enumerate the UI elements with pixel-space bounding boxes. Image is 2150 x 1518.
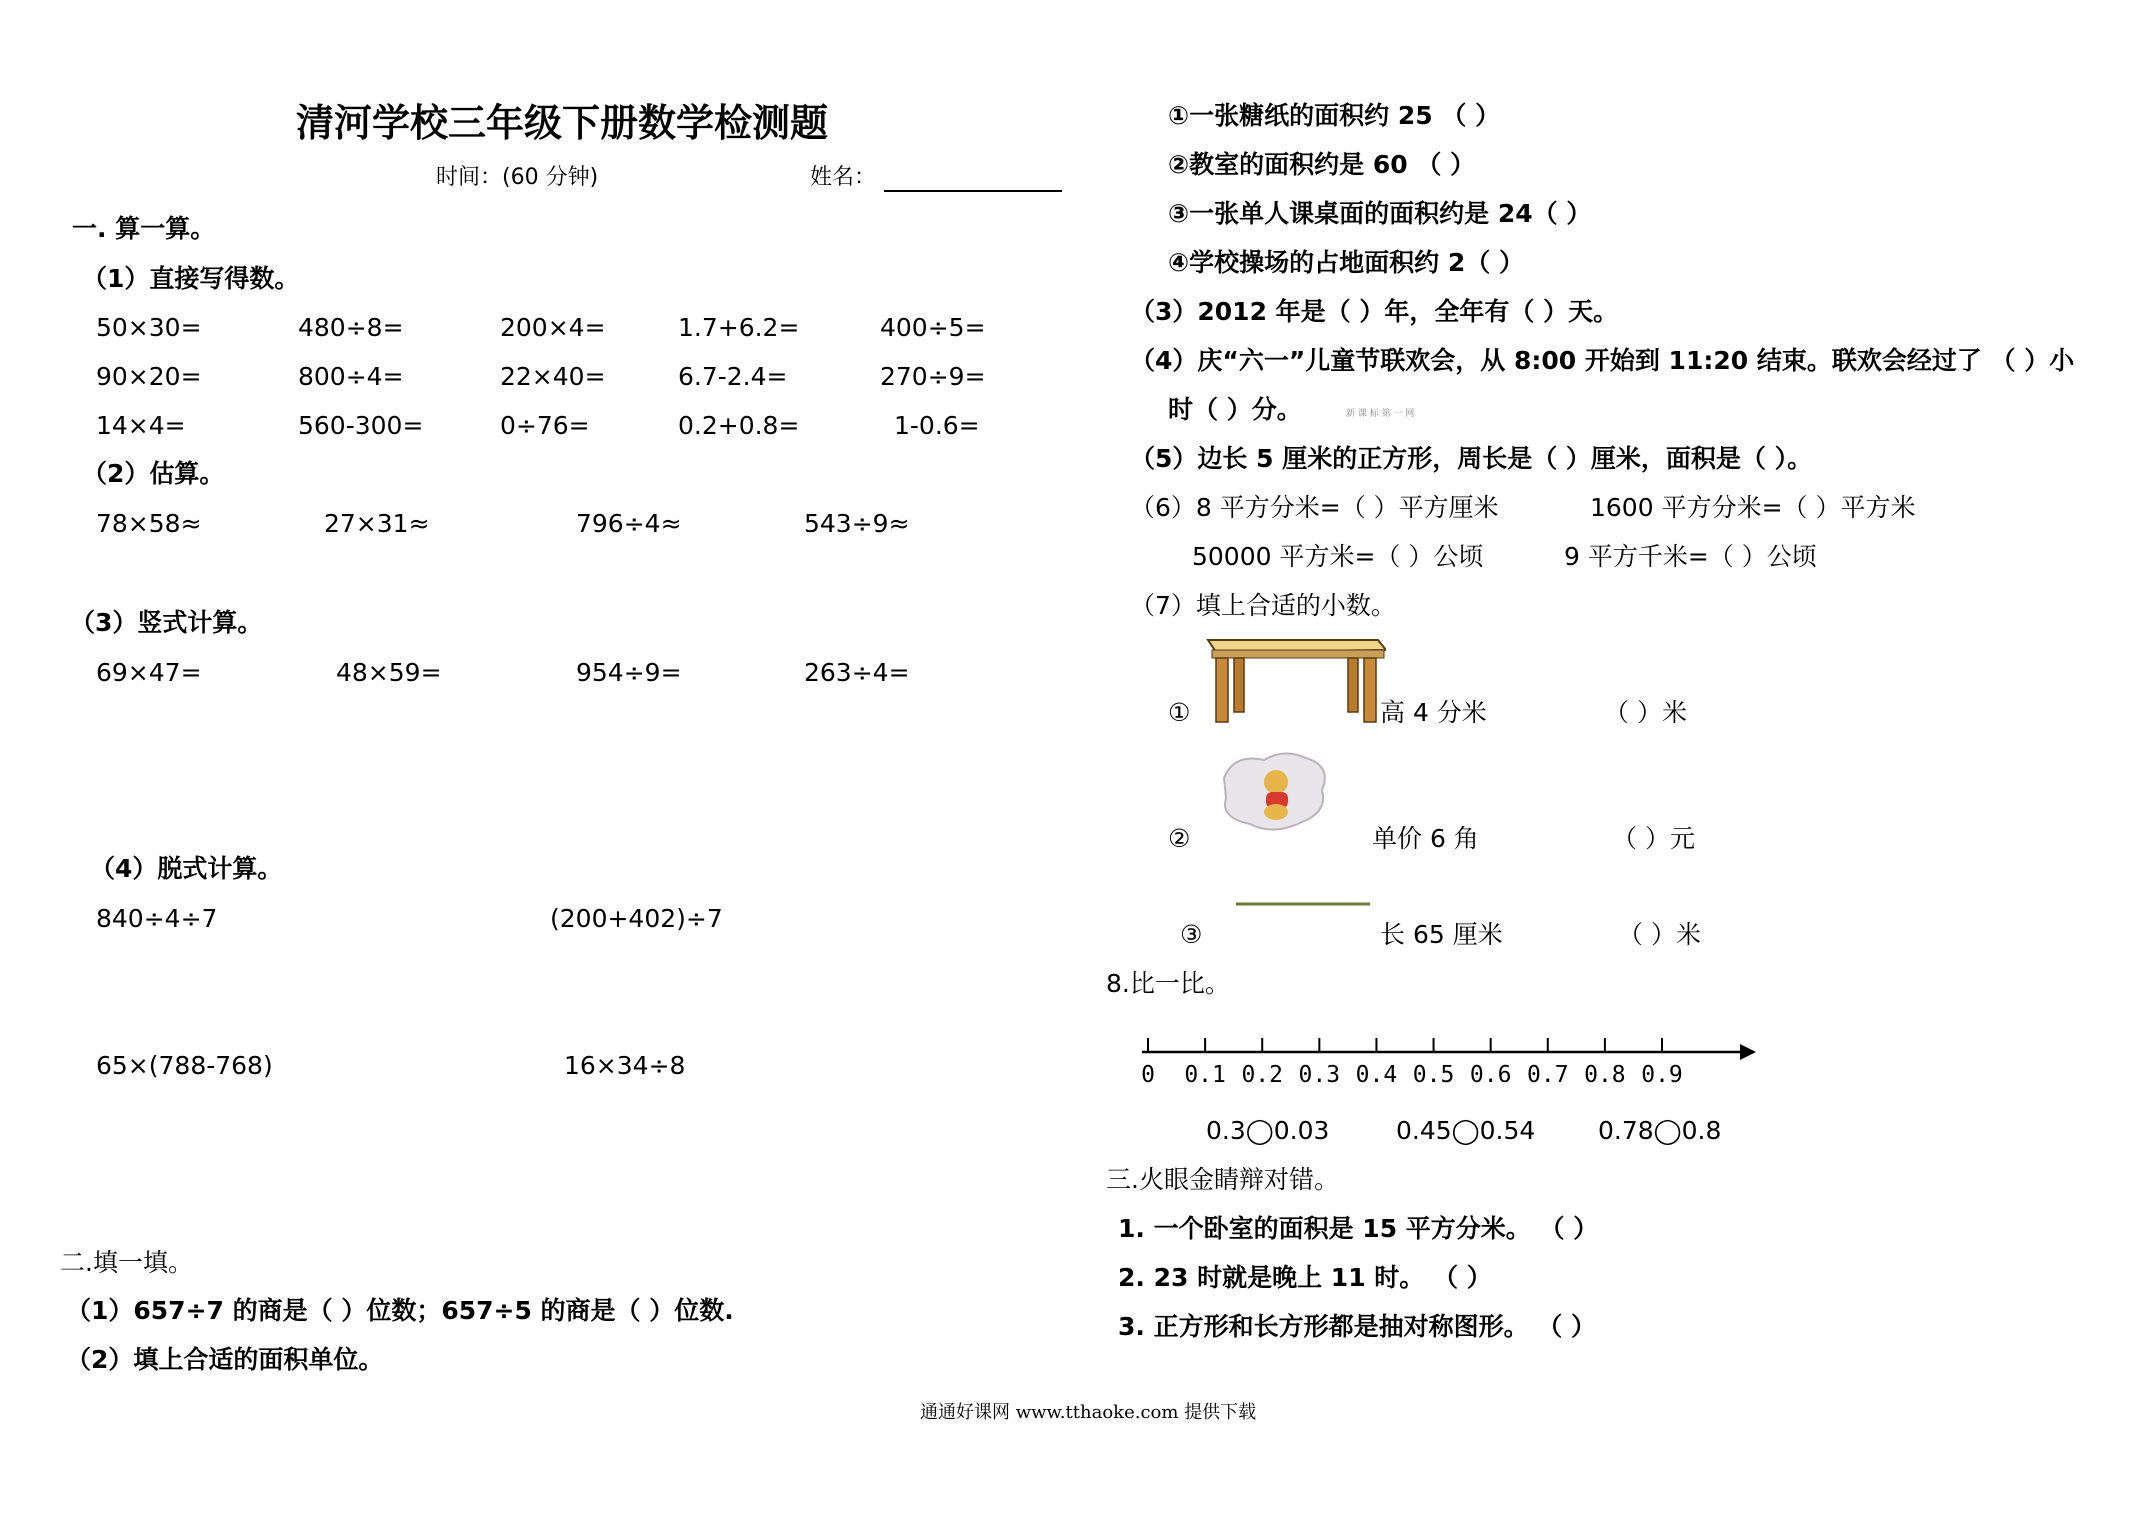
footer-text: 通通好课网 www.tthaoke.com 提供下载 [920,1402,1257,1423]
q7-item-num: ① [1168,698,1191,727]
step-item: (200+402)÷7 [550,904,723,933]
s1-q2-label: （2）估算。 [82,459,225,488]
number-line-arrow [1740,1044,1756,1060]
estimate-item: 543÷9≈ [804,509,910,538]
direct-item: 200×4= [500,313,606,342]
direct-item: 0÷76= [500,411,590,440]
area-item: ③一张单人课桌面的面积约是 24（ ） [1168,199,1592,228]
number-line-label: 0.3 [1298,1062,1341,1088]
direct-item: 480÷8= [298,313,404,342]
number-line-label: 0.9 [1641,1062,1683,1088]
direct-item: 1.7+6.2= [678,313,800,342]
area-item: ②教室的面积约是 60 （ ） [1168,150,1476,179]
number-line [1130,1020,1770,1090]
s1-q4-label: （4）脱式计算。 [90,854,283,883]
time-label: 时间：(60 分钟) [436,165,599,190]
direct-item: 800÷4= [298,362,404,391]
q6-d: 9 平方千米=（ ）公顷 [1564,542,1817,571]
q7-item-blank: （ ）元 [1612,824,1695,853]
vertical-item: 263÷4= [804,658,910,687]
q6-b: 1600 平方分米=（ ）平方米 [1590,493,1916,522]
section-2-heading: 二.填一填。 [60,1248,193,1277]
number-line-label: 0.7 [1527,1062,1569,1088]
q7-item-num: ② [1168,824,1191,853]
direct-item: 50×30= [96,313,202,342]
q7-item-num: ③ [1180,920,1203,949]
q4-watermark: 新 课 标 第 一 网 [1346,409,1415,419]
q6-a: （6）8 平方分米=（ ）平方厘米 [1130,493,1499,522]
eraser-icon [1214,748,1334,838]
q4-line1: （4）庆“六一”儿童节联欢会，从 8:00 开始到 11:20 结束。联欢会经过了 （ ）小 [1130,346,2075,375]
name-blank-line[interactable] [884,190,1062,192]
judge-item: 3. 正方形和长方形都是抽对称图形。 （ ） [1118,1312,1597,1341]
direct-item: 6.7-2.4= [678,362,788,391]
direct-item: 400÷5= [880,313,986,342]
q7-item-desc: 单价 6 角 [1372,824,1479,853]
vertical-item: 69×47= [96,658,202,687]
direct-item: 90×20= [96,362,202,391]
estimate-item: 796÷4≈ [576,509,682,538]
compare-item: 0.78◯0.8 [1598,1116,1722,1145]
q5-square: （5）边长 5 厘米的正方形，周长是（ ）厘米，面积是（ ）。 [1130,444,1813,473]
number-line-label: 0.6 [1469,1062,1512,1088]
pencil-icon [1236,900,1370,908]
number-line-label: 0.5 [1412,1062,1455,1088]
section-1-heading: 一. 算一算。 [72,214,216,243]
area-item: ①一张糖纸的面积约 25 （ ） [1168,101,1501,130]
direct-item: 560-300= [298,411,424,440]
section-3-heading: 三.火眼金睛辩对错。 [1106,1165,1339,1194]
q3-year: （3）2012 年是（ ）年，全年有（ ）天。 [1130,297,1619,326]
q8-label: 8.比一比。 [1106,969,1230,998]
estimate-item: 27×31≈ [324,509,430,538]
s2-q1: （1）657÷7 的商是（ ）位数；657÷5 的商是（ ）位数. [66,1296,734,1325]
compare-item: 0.3◯0.03 [1206,1116,1330,1145]
direct-item: 0.2+0.8= [678,411,800,440]
judge-item: 1. 一个卧室的面积是 15 平方分米。 （ ） [1118,1214,1599,1243]
s1-q1-label: （1）直接写得数。 [82,264,300,293]
name-label: 姓名： [810,165,877,190]
number-line-label: 0.2 [1241,1062,1283,1088]
number-line-label: 0.8 [1584,1062,1626,1088]
direct-item: 270÷9= [880,362,986,391]
compare-item: 0.45◯0.54 [1396,1116,1536,1145]
q7-item-blank: （ ）米 [1618,920,1701,949]
judge-item: 2. 23 时就是晚上 11 时。 （ ） [1118,1263,1492,1292]
s1-q3-label: （3）竖式计算。 [70,608,263,637]
q7-item-desc: 长 65 厘米 [1380,920,1503,949]
area-item: ④学校操场的占地面积约 2（ ） [1168,248,1524,277]
step-item: 65×(788-768) [96,1051,273,1080]
page-title: 清河学校三年级下册数学检测题 [296,101,829,145]
number-line-label: 0.1 [1184,1062,1226,1088]
vertical-item: 954÷9= [576,658,682,687]
estimate-item: 78×58≈ [96,509,202,538]
s2-q2: （2）填上合适的面积单位。 [66,1345,384,1374]
q7-label: （7）填上合适的小数。 [1130,591,1396,620]
q7-item-desc: 高 4 分米 [1380,698,1487,727]
q7-item-blank: （ ）米 [1604,698,1687,727]
q4-line2: 时（ ）分。 [1168,395,1302,424]
step-item: 16×34÷8 [564,1051,686,1080]
number-line-label: 0 [1141,1062,1155,1088]
vertical-item: 48×59= [336,658,442,687]
step-item: 840÷4÷7 [96,904,218,933]
direct-item: 1-0.6= [894,411,980,440]
direct-item: 22×40= [500,362,606,391]
q6-c: 50000 平方米=（ ）公顷 [1192,542,1484,571]
table-icon [1202,626,1386,726]
direct-item: 14×4= [96,411,186,440]
number-line-label: 0.4 [1355,1062,1398,1088]
